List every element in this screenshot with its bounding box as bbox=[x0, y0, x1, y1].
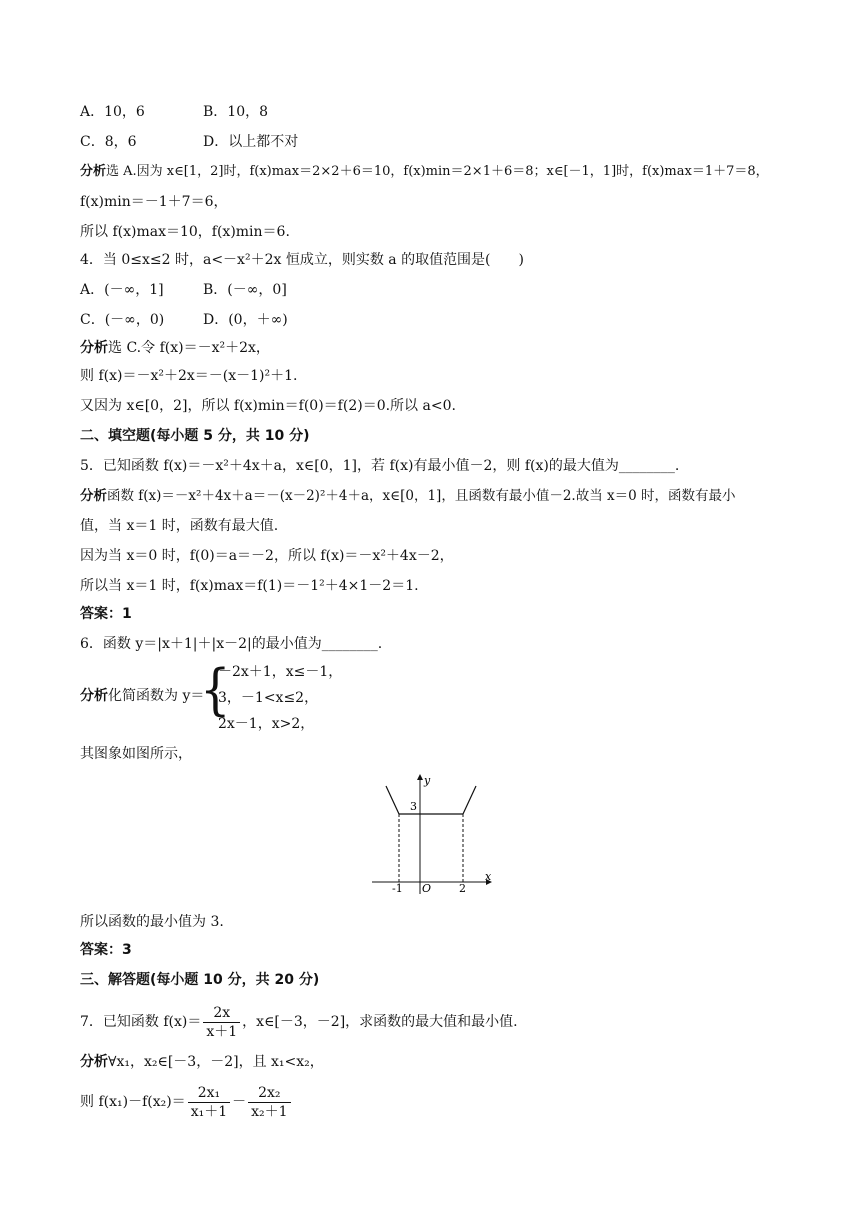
fraction-denominator: x＋1 bbox=[206, 1023, 238, 1040]
q7-stem bbox=[80, 1002, 518, 1042]
origin-label: O bbox=[422, 882, 432, 895]
q4-option-b: B．(－∞，0] bbox=[203, 282, 287, 298]
q4-option-d: D．(0，＋∞) bbox=[203, 312, 288, 328]
analysis-label: 分析 bbox=[80, 488, 107, 504]
q7-stem-text-tail: ，x∈[－3，－2]，求函数的最大值和最小值. bbox=[242, 1014, 518, 1030]
y-axis-arrow bbox=[417, 774, 423, 780]
analysis-text: 选 C.令 f(x)＝－x²＋2x， bbox=[108, 340, 270, 356]
q4-analysis-line-2: 则 f(x)＝－x²＋2x＝－(x－1)²＋1. bbox=[80, 368, 298, 384]
q6-analysis-line-1 bbox=[80, 686, 204, 706]
q6-piece-1: －2x＋1，x≤－1， bbox=[218, 664, 343, 680]
fraction-numerator: 2x bbox=[203, 1004, 240, 1023]
tick-label-x-2: 2 bbox=[459, 882, 466, 895]
x-axis-label: x bbox=[485, 870, 492, 883]
q4-analysis-line-3: 又因为 x∈[0，2]，所以 f(x)min＝f(0)＝f(2)＝0.所以 a<0. bbox=[80, 398, 456, 414]
q5-answer: 答案：1 bbox=[80, 606, 132, 622]
analysis-text: 选 A.因为 x∈[1，2]时，f(x)max＝2×2＋6＝10，f(x)min＝2×1＋6＝8；x∈[－1，1]时，f(x)max＝1＋7＝8， bbox=[106, 164, 769, 179]
q5-analysis-line-2: 值，当 x＝1 时，函数有最大值. bbox=[80, 518, 279, 534]
analysis-text: 函数 f(x)＝－x²＋4x＋a＝－(x－2)²＋4＋a，x∈[0，1]，且函数有最小值－2.故当 x＝0 时，函数有最小 bbox=[107, 488, 736, 504]
q3-option-a: A．10，6 bbox=[80, 104, 145, 120]
y-axis-label: y bbox=[424, 774, 431, 787]
q6-analysis-line-2: 其图象如图所示， bbox=[80, 746, 192, 762]
q3-analysis-line-1 bbox=[80, 162, 769, 182]
fraction-f-x1 bbox=[188, 1084, 230, 1121]
q4-option-a: A．(－∞，1] bbox=[80, 282, 164, 298]
analysis-label: 分析 bbox=[80, 340, 108, 356]
fraction-denominator: x₂＋1 bbox=[251, 1103, 288, 1120]
q6-piece-3: 2x－1，x>2， bbox=[218, 716, 315, 732]
q3-analysis-line-2: f(x)min＝－1＋7＝6， bbox=[80, 194, 228, 210]
fraction-f-x2 bbox=[248, 1084, 290, 1121]
q5-analysis-line-1 bbox=[80, 486, 735, 506]
analysis-text: 化简函数为 y＝ bbox=[108, 688, 205, 704]
q7-analysis-line-2 bbox=[80, 1082, 293, 1122]
q6-answer: 答案：3 bbox=[80, 942, 132, 958]
fraction-numerator: 2x₂ bbox=[248, 1084, 290, 1103]
q5-analysis-line-3: 因为当 x＝0 时，f(0)＝a＝－2，所以 f(x)＝－x²＋4x－2， bbox=[80, 548, 454, 564]
analysis-text: 则 f(x₁)－f(x₂)＝ bbox=[80, 1094, 186, 1110]
q4-analysis-line-1 bbox=[80, 338, 270, 358]
q6-analysis-line-3: 所以函数的最小值为 3. bbox=[80, 914, 224, 930]
q5-analysis-line-4: 所以当 x＝1 时，f(x)max＝f(1)＝－1²＋4×1－2＝1. bbox=[80, 578, 419, 594]
q3-option-d: D．以上都不对 bbox=[203, 134, 299, 150]
analysis-text: ∀x₁，x₂∈[－3，－2]，且 x₁<x₂， bbox=[108, 1054, 324, 1070]
q7-fraction bbox=[203, 1004, 240, 1041]
q3-option-b: B．10，8 bbox=[203, 104, 269, 120]
function-curve bbox=[386, 786, 476, 814]
q6-piece-2: 3，－1<x≤2， bbox=[218, 690, 319, 706]
q7-stem-text: 7．已知函数 f(x)＝ bbox=[80, 1014, 202, 1030]
section-2-title: 二、填空题(每小题 5 分，共 10 分) bbox=[80, 428, 310, 444]
q5-stem: 5．已知函数 f(x)＝－x²＋4x＋a，x∈[0，1]，若 f(x)有最小值－2，则 f(x)的最大值为________. bbox=[80, 458, 680, 474]
q4-stem: 4．当 0≤x≤2 时，a<－x²＋2x 恒成立，则实数 a 的取值范围是( ) bbox=[80, 252, 524, 268]
tick-label-y-3: 3 bbox=[410, 800, 417, 813]
minus-sign: － bbox=[232, 1094, 247, 1110]
analysis-label: 分析 bbox=[80, 1054, 108, 1070]
section-3-title: 三、解答题(每小题 10 分，共 20 分) bbox=[80, 972, 320, 988]
tick-label-x-neg1: -1 bbox=[392, 882, 403, 895]
q7-analysis-line-1 bbox=[80, 1052, 324, 1072]
analysis-label: 分析 bbox=[80, 164, 107, 179]
q4-option-c: C．(－∞，0) bbox=[80, 312, 165, 328]
function-graph bbox=[370, 770, 500, 896]
piecewise-brace: { bbox=[200, 657, 231, 723]
fraction-denominator: x₁＋1 bbox=[190, 1103, 228, 1120]
analysis-label: 分析 bbox=[80, 688, 108, 704]
q3-analysis-line-3: 所以 f(x)max＝10，f(x)min＝6. bbox=[80, 224, 290, 240]
fraction-numerator: 2x₁ bbox=[188, 1084, 230, 1103]
q3-option-c: C．8，6 bbox=[80, 134, 137, 150]
q6-stem: 6．函数 y＝|x＋1|＋|x－2|的最小值为________. bbox=[80, 636, 383, 652]
